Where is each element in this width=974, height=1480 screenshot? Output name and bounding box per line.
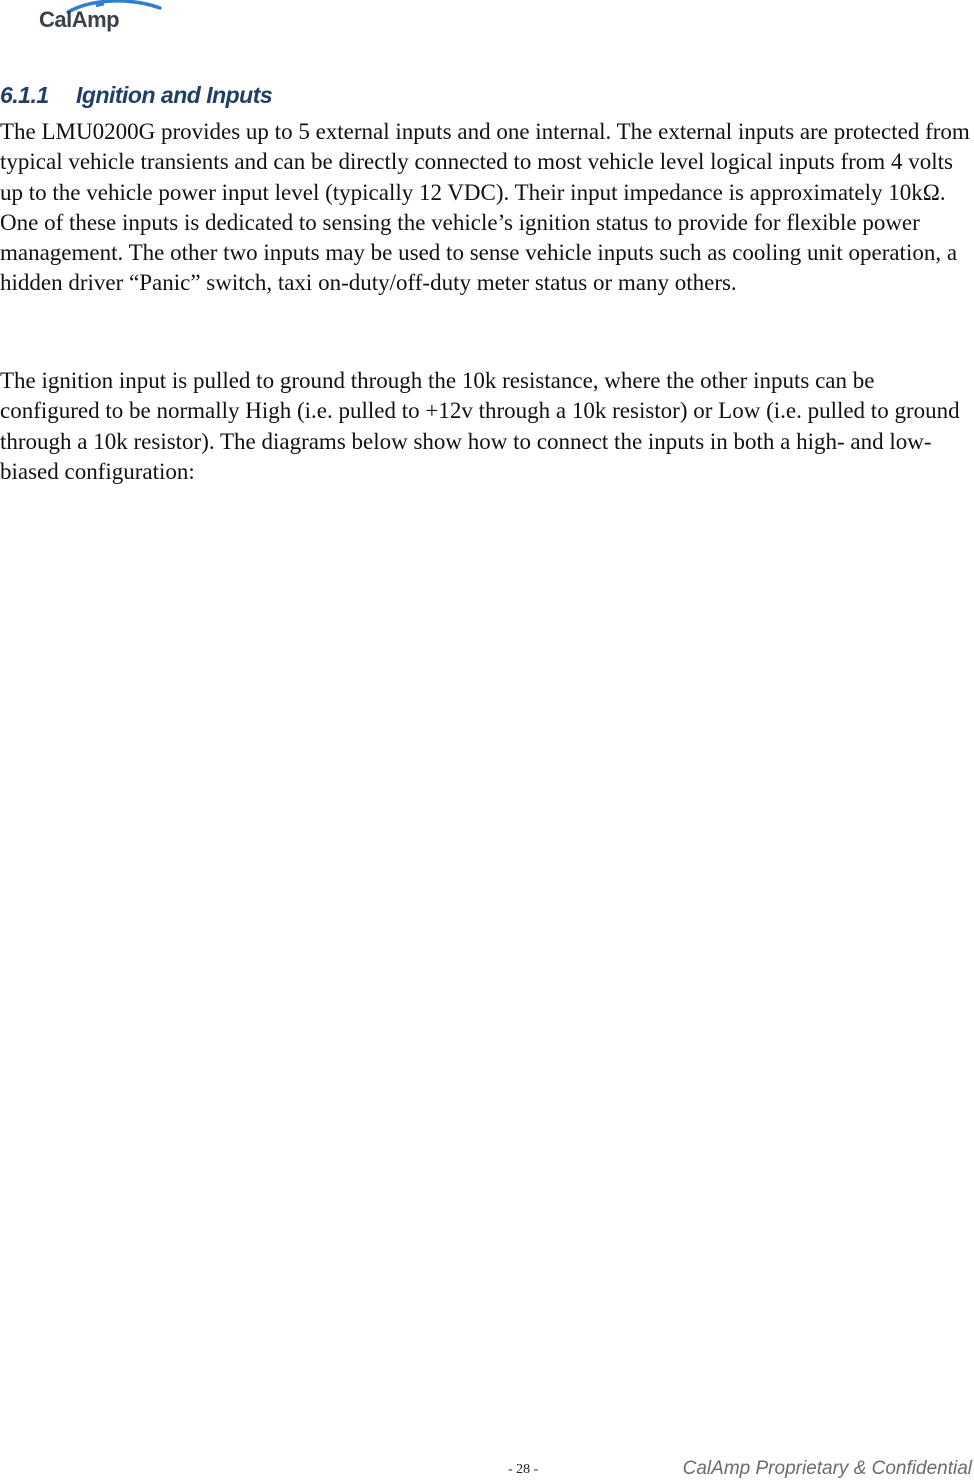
page-number: - 28 -: [508, 1462, 539, 1477]
section-title: Ignition and Inputs: [76, 82, 273, 108]
section-heading: [0, 82, 272, 109]
svg-text:CalAmp: CalAmp: [39, 7, 120, 32]
calamp-logo-mark: [38, 0, 178, 34]
section-number: 6.1.1: [0, 82, 49, 108]
paragraph-inputs-overview: The LMU0200G provides up to 5 external inputs and one internal. The external inputs are protected from typical vehicle transients and can be directly connected to most vehicle level logical inputs from 4 volts up to the vehicle power input level (typically 12 VDC). Their input impedance is approximately 10kΩ. One of these inputs is dedicated to sensing the vehicle’s ignition status to provide for flexible power management. The other two inputs may be used to sense vehicle inputs such as cooling unit operation, a hidden driver “Panic” switch, taxi on-duty/off-duty meter status or many others.: [0, 119, 970, 296]
paragraph-ignition-bias: The ignition input is pulled to ground through the 10k resistance, where the other inputs can be configured to be normally High (i.e. pulled to +12v through a 10k resistor) or Low (i.e. pulled to ground through a 10k resistor). The diagrams below show how to connect the inputs in both a high- and low-biased configuration:: [0, 368, 960, 484]
calamp-logo: [38, 0, 178, 34]
confidential-notice: CalAmp Proprietary & Confidential: [682, 1458, 972, 1479]
